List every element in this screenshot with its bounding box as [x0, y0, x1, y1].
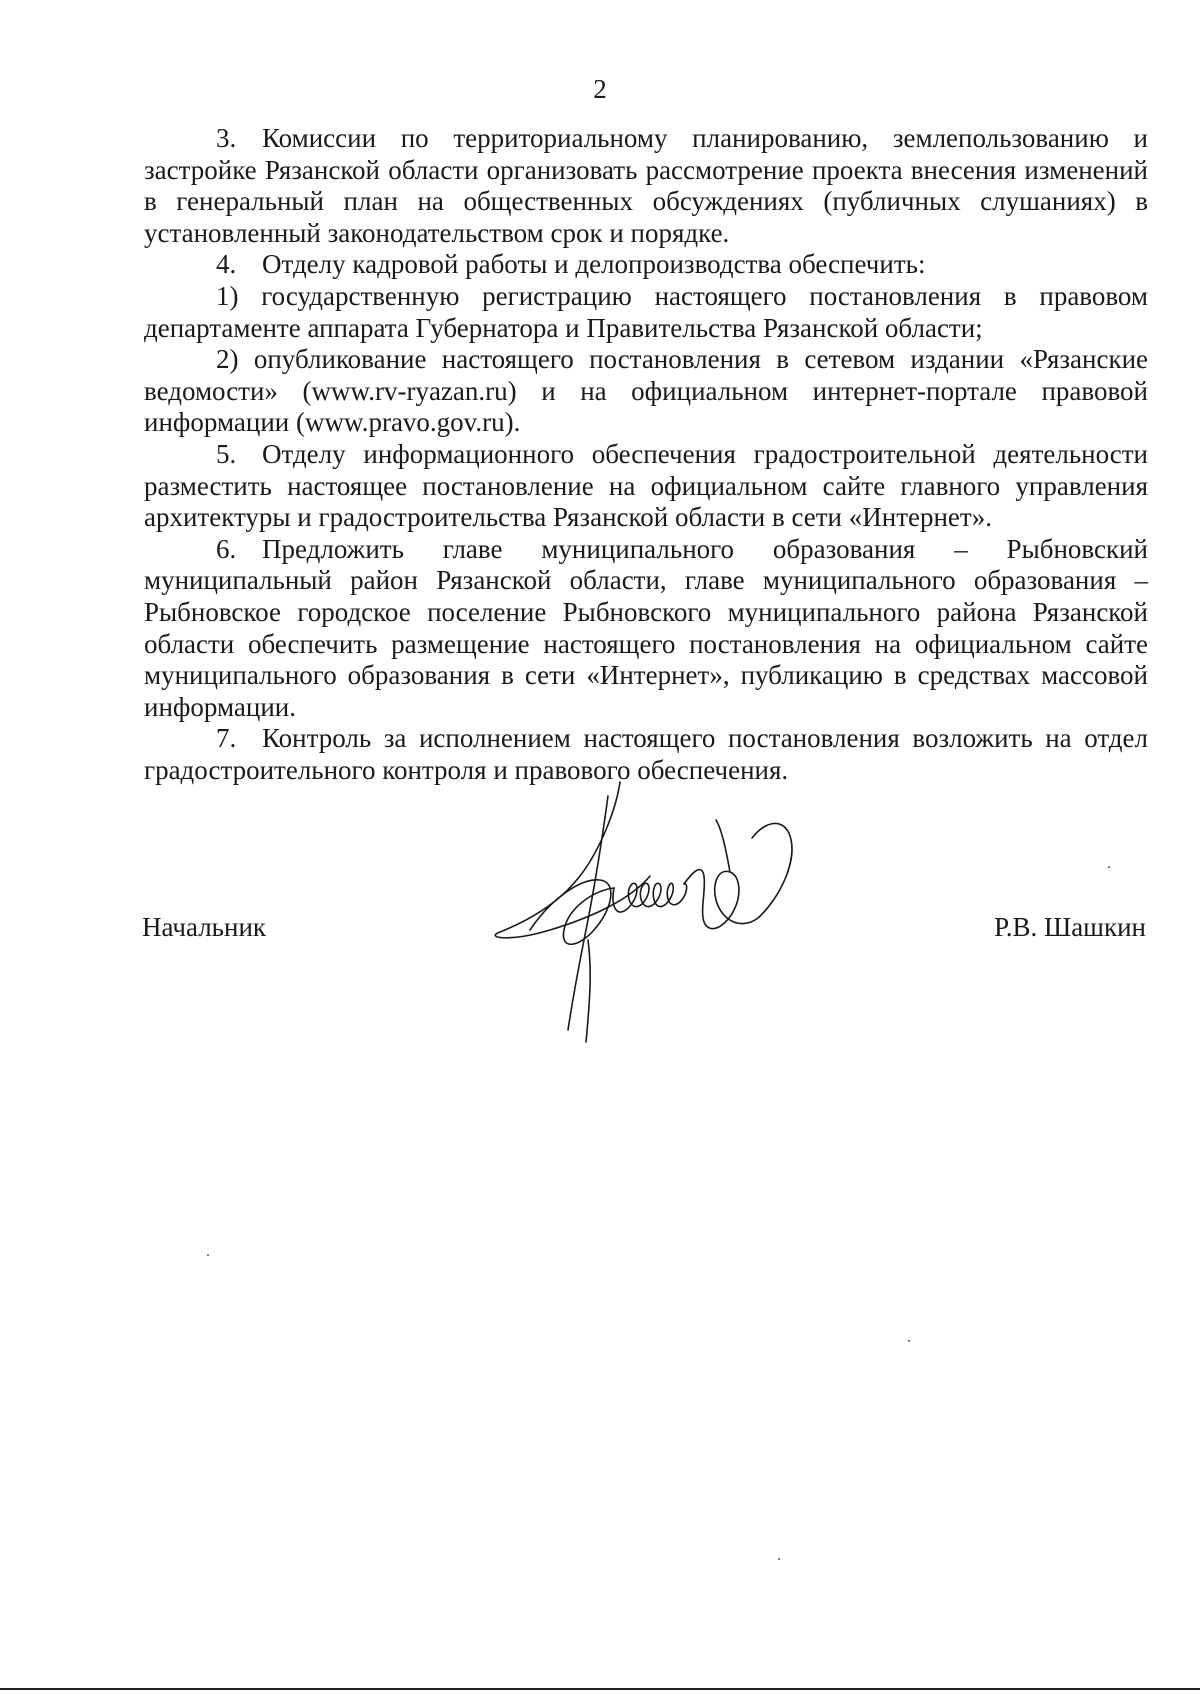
subparagraph-1	[144, 281, 1148, 344]
paragraph-number: 5.	[216, 438, 237, 469]
paragraph-number: 6.	[216, 533, 237, 564]
paragraph-3	[144, 123, 1148, 249]
paragraph-5	[144, 439, 1148, 534]
subparagraph-number: 2)	[216, 344, 239, 375]
scan-speck	[207, 1254, 209, 1256]
document-body	[144, 123, 1148, 786]
page-number: 2	[593, 74, 607, 104]
scan-speck	[1108, 866, 1110, 868]
signatory-name: Р.В. Шашкин	[994, 912, 1146, 942]
paragraph-number: 7.	[216, 723, 237, 754]
subparagraph-number: 1)	[216, 280, 239, 311]
paragraph-7	[144, 723, 1148, 786]
paragraph-text: Отделу информационного обеспечения градостроительной деятельности разместить настоящее постановление на официальном сайте главного управления архитектуры и градостроительства Рязанской области в сети «Интернет».	[144, 438, 1148, 533]
paragraph-4	[144, 249, 1148, 281]
handwritten-signature	[490, 780, 890, 1050]
paragraph-number: 4.	[216, 249, 237, 280]
paragraph-text: Комиссии по территориальному планированию, землепользованию и застройке Рязанской области организовать рассмотрение проекта внесения изменений в генеральный план на общественных обсуждениях (публичных слушаниях) в установленный законодательством срок и порядке.	[144, 123, 1148, 248]
paragraph-text: опубликование настоящего постановления в сетевом издании «Рязанские ведомости» (www.rv-ryazan.ru) и на официальном интернет-портале правовой информации (www.pravo.gov.ru).	[144, 344, 1148, 438]
paragraph-text: Предложить главе муниципального образования – Рыбновский муниципальный район Рязанской области, главе муниципального образования – Рыбновское городское поселение Рыбновского муниципального района Рязанской области обеспечить размещение настоящего постановления на официальном сайте муниципального образования в сети «Интернет», публикацию в средствах массовой информации.	[144, 533, 1148, 722]
scan-speck	[908, 1340, 910, 1342]
subparagraph-2	[144, 344, 1148, 439]
scan-speck	[778, 1558, 780, 1560]
paragraph-text: государственную регистрацию настоящего постановления в правовом департаменте аппарата Губернатора и Правительства Рязанской области;	[144, 280, 1149, 343]
signatory-title: Начальник	[142, 912, 267, 942]
paragraph-6	[144, 534, 1148, 724]
paragraph-number: 3.	[216, 123, 237, 153]
paragraph-text: Отделу кадровой работы и делопроизводства обеспечить:	[262, 249, 926, 280]
paragraph-text: Контроль за исполнением настоящего постановления возложить на отдел градостроительного контроля и правового обеспечения.	[144, 723, 1148, 785]
scan-edge-line	[0, 1688, 1200, 1690]
